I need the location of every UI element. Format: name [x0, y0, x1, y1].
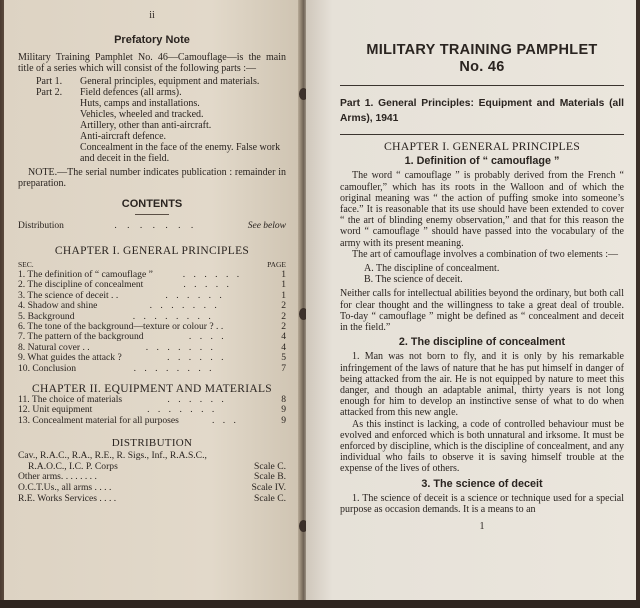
- subpart-item: Artillery, other than anti-aircraft.: [80, 120, 212, 131]
- toc-entry-page: 5: [281, 352, 286, 364]
- table-surface: [0, 600, 640, 608]
- chapter1-toc: [18, 270, 286, 374]
- section1-heading: 1. Definition of “ camouflage ”: [404, 155, 560, 168]
- leader-dots: . . . .: [188, 331, 227, 343]
- right-page: [306, 0, 636, 602]
- leader-dots: . . . . . . . .: [132, 310, 214, 322]
- toc-entry-page: 1: [281, 279, 286, 291]
- leader-dots: . . . . . . .: [149, 300, 220, 312]
- toc-entry-text: 3. The science of deceit . .: [18, 289, 119, 301]
- chapter2-toc: [18, 395, 286, 426]
- prefatory-note: NOTE.—The serial number indicates publication : remainder in preparation.: [18, 167, 286, 189]
- distribution-heading: DISTRIBUTION: [111, 437, 193, 450]
- toc-entry-text: 13. Concealment material for all purposes: [18, 414, 179, 426]
- leader-dots: . . . . . .: [167, 352, 227, 364]
- pamphlet-title: MILITARY TRAINING PAMPHLET: [366, 42, 598, 58]
- leader-dots: . . . . . . .: [145, 341, 216, 353]
- part-heading: Part 1. General Principles: Equipment and Materials (all Arms), 1941: [340, 98, 624, 124]
- part-label: Part 1.: [36, 76, 63, 87]
- elements-list: [340, 263, 624, 285]
- section1-paragraph: The word “ camouflage ” is probably derived from the French “ camoufler,” which has its roots in the Walloon and of which the original meaning was “ the action of puffing smoke into someone’s face.” It is reasonable that its use should have been extended to cover “ the art of blinding enemy observation,” and that for this reason the word “ camouflage ” should have passed into the vocabulary of the army with its present meaning.: [340, 170, 624, 249]
- leader-dots: . . . . . . . .: [133, 362, 215, 374]
- toc-entry-page: 2: [281, 321, 286, 333]
- toc-entry-text: 6. The tone of the background—texture or colour ? . .: [18, 321, 224, 333]
- prefatory-intro: Military Training Pamphlet No. 46—Camouflage—is the main title of a series which will consist of the following parts :—: [18, 52, 286, 74]
- chapter2-contents-title: CHAPTER II. EQUIPMENT AND MATERIALS: [32, 383, 272, 396]
- subpart-item: Vehicles, wheeled and tracked.: [80, 109, 204, 120]
- part-row: [18, 87, 286, 98]
- contents-distribution-row: [18, 221, 286, 232]
- section2-paragraph: As this instinct is lacking, a code of controlled behaviour must be evolved and enforced which is both unnatural and irksome. It must be enforced by discipline, which is the discipline of concealment, and any individual who fails to observe it is saving himself trouble at the expense of the lives of others.: [340, 418, 624, 475]
- part-text: General principles, equipment and materials.: [80, 76, 260, 87]
- toc-entry-page: 7: [281, 362, 286, 374]
- left-page: [4, 0, 300, 602]
- section1-paragraph: Neither calls for intellectual abilities beyond the ordinary, but both call for clear thought and the willingness to take a great deal of trouble. To-day “ camouflage ” might be defined as “ concealment and deceit in the field.”: [340, 288, 624, 334]
- distribution-text: R.E. Works Services . . . .: [18, 492, 117, 504]
- toc-entry-text: 10. Conclusion: [18, 362, 77, 374]
- leader-dots: . . . . . . .: [114, 221, 198, 231]
- toc-entry-page: 1: [281, 269, 286, 280]
- list-item: B. The science of deceit.: [364, 274, 463, 286]
- distribution-scale: Scale B.: [254, 471, 286, 483]
- toc-entry-text: 11. The choice of materials: [18, 394, 123, 406]
- distribution-line: [18, 494, 286, 505]
- toc-entry-text: 12. Unit equipment: [18, 404, 93, 416]
- part-rule: [340, 134, 624, 135]
- contents-heading: CONTENTS: [121, 198, 183, 210]
- leader-dots: . . .: [211, 414, 239, 426]
- left-page-number: ii: [149, 10, 155, 21]
- toc-entry-page: 2: [281, 300, 286, 312]
- leader-dots: . . . . .: [183, 279, 232, 291]
- distribution-text: Cav., R.A.C., R.A., R.E., R. Sigs., Inf., R.A.S.C.,: [18, 450, 207, 462]
- distribution-entry-page: See below: [247, 221, 286, 231]
- toc-entry-text: 7. The pattern of the background: [18, 331, 144, 343]
- parts-list: [18, 76, 286, 164]
- toc-entry-page: 1: [281, 289, 286, 301]
- part-text: Field defences (all arms).: [80, 87, 182, 98]
- contents-rule: [135, 214, 169, 215]
- toc-entry-page: 2: [281, 310, 286, 322]
- section1-paragraph: The art of camouflage involves a combination of two elements :—: [352, 248, 619, 260]
- distribution-scale: Scale C.: [254, 492, 286, 504]
- distribution-scale: Scale IV.: [251, 482, 286, 494]
- toc-row: [18, 416, 286, 426]
- toc-entry-page: 8: [281, 394, 286, 406]
- pamphlet-number: No. 46: [459, 59, 505, 75]
- leader-dots: . . . . . .: [182, 269, 243, 280]
- toc-entry-page: 4: [281, 341, 286, 353]
- leader-dots: . . . . . .: [167, 394, 227, 406]
- sec-column-label: SEC.: [18, 260, 34, 269]
- right-page-number: 1: [479, 521, 485, 533]
- section3-paragraph: 1. The science of deceit is a science or technique used for a special purpose as occasion demands. It is a means to an: [340, 492, 624, 516]
- toc-entry-text: 8. Natural cover . .: [18, 341, 90, 353]
- part-row: [18, 76, 286, 87]
- page-column-label: PAGE: [267, 260, 286, 269]
- subpart-item: Anti-aircraft defence.: [80, 131, 167, 142]
- toc-entry-text: 9. What guides the attack ?: [18, 352, 122, 364]
- subpart-item: Huts, camps and installations.: [80, 98, 200, 109]
- list-item: A. The discipline of concealment.: [364, 263, 500, 275]
- section2-heading: 2. The discipline of concealment: [398, 336, 566, 349]
- subpart-item: Concealment in the face of the enemy. False work and deceit in the field.: [80, 142, 281, 164]
- prefatory-heading: Prefatory Note: [114, 34, 190, 46]
- toc-entry-page: 9: [281, 404, 286, 416]
- distribution-text: Other arms. . . . . . . .: [18, 471, 97, 483]
- toc-entry-text: 4. Shadow and shine: [18, 300, 98, 312]
- section2-paragraph: 1. Man was not born to fly, and it is only by his remarkable infringement of the laws of nature that he has put himself in danger of being attacked from the air. He is not equipped by nature to meet this danger, and though an adaptable animal, thirty years is not long enough for him to develop an instinctive sense of what to do when attacked from this new angle.: [340, 351, 624, 419]
- distribution-text: R.A.O.C., I.C. P. Corps: [28, 460, 118, 472]
- distribution-scale: Scale C.: [254, 460, 286, 472]
- toc-entry-text: 5. Background: [18, 310, 75, 322]
- chapter-heading: CHAPTER I. GENERAL PRINCIPLES: [383, 139, 581, 153]
- toc-entry-text: 2. The discipline of concealment: [18, 279, 144, 291]
- toc-row: [18, 364, 286, 374]
- leader-dots: [223, 322, 272, 332]
- chapter1-contents-title: CHAPTER I. GENERAL PRINCIPLES: [54, 245, 250, 257]
- distribution-text: O.C.T.Us., all arms . . . .: [18, 482, 112, 494]
- toc-entry-page: 9: [281, 414, 286, 426]
- toc-entry-text: 1. The definition of “ camouflage ”: [18, 269, 153, 280]
- title-rule: [340, 85, 624, 86]
- leader-dots: . . . . . . .: [147, 404, 218, 416]
- leader-dots: . . . . . .: [165, 289, 225, 301]
- toc-entry-page: 4: [281, 331, 286, 343]
- section3-heading: 3. The science of deceit: [421, 477, 543, 490]
- distribution-entry-label: Distribution: [18, 221, 64, 231]
- distribution-list: [18, 451, 286, 504]
- part-label: Part 2.: [36, 87, 63, 98]
